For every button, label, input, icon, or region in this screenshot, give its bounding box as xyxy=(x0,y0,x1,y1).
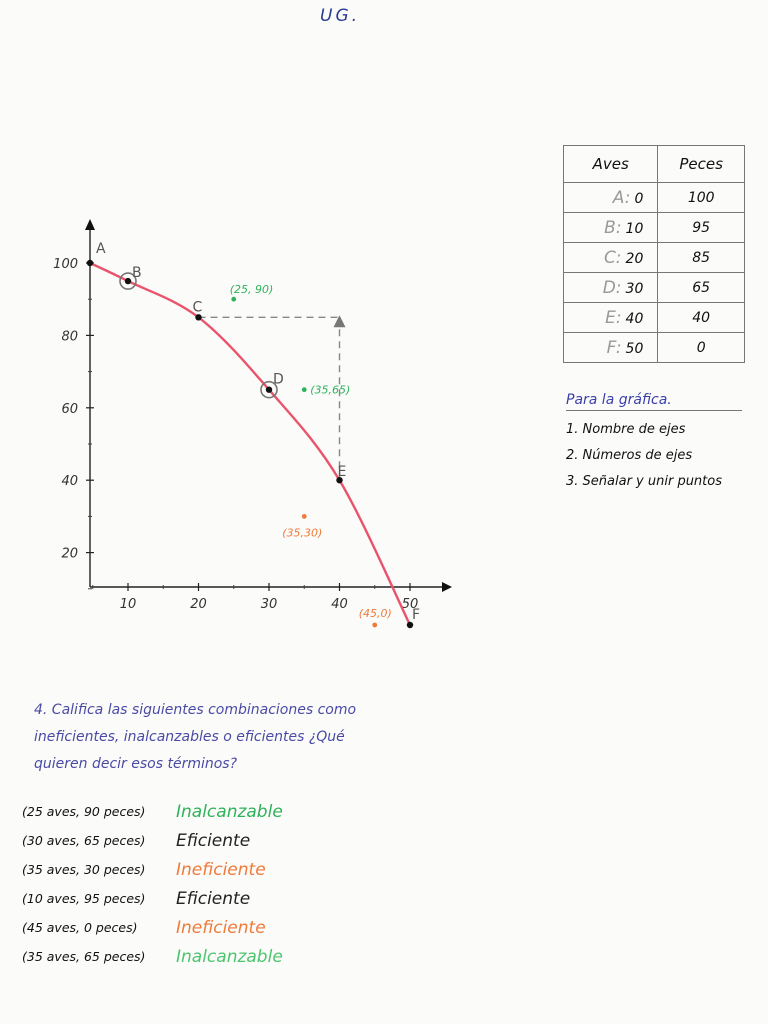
answer-classification: Inalcanzable xyxy=(176,946,283,967)
row-letter: E: xyxy=(605,307,622,328)
answer-classification: Ineficiente xyxy=(176,917,266,938)
note-item: 3. Señalar y unir puntos xyxy=(566,474,722,489)
annotation-label: (45,0) xyxy=(358,607,392,620)
y-tick-label: 80 xyxy=(61,329,78,345)
data-point xyxy=(125,278,131,284)
x-tick-label: 40 xyxy=(331,597,348,612)
cell-peces: 85 xyxy=(658,243,745,273)
answer-row xyxy=(22,913,342,942)
points-layer xyxy=(87,260,413,628)
point-label: E xyxy=(337,464,347,481)
column-header-aves: Aves xyxy=(564,146,658,183)
note-item: 2. Números de ejes xyxy=(566,448,693,463)
row-letter: F: xyxy=(606,337,622,358)
question-text: 4. Califica las siguientes combinaciones como ineficientes, inalcanzables o eficientes ¿Qué quieren decir esos términos? xyxy=(34,702,357,772)
aves-value: 10 xyxy=(625,220,644,237)
answer-classification: Eficiente xyxy=(176,888,251,909)
answer-combination: (10 aves, 95 peces) xyxy=(22,891,146,906)
table-body xyxy=(564,183,745,363)
annotation-dot xyxy=(372,623,377,628)
annotation-dot xyxy=(302,514,307,519)
row-letter: C: xyxy=(603,247,622,268)
column-header-peces: Peces xyxy=(658,146,745,183)
answer-classification: Inalcanzable xyxy=(176,801,283,822)
answer-row xyxy=(22,884,342,913)
cell-peces: 95 xyxy=(658,213,745,243)
cell-peces: 65 xyxy=(658,273,745,303)
data-point xyxy=(87,260,93,266)
note-item: 1. Nombre de ejes xyxy=(566,422,686,437)
x-tick-label: 20 xyxy=(190,597,207,612)
aves-value: 0 xyxy=(634,190,644,207)
point-label: A xyxy=(96,241,106,257)
answer-row xyxy=(22,855,342,884)
answer-combination: (35 aves, 65 peces) xyxy=(22,949,146,964)
aves-value: 20 xyxy=(625,250,644,267)
point-label: B xyxy=(132,265,142,282)
answer-row xyxy=(22,826,342,855)
table-row xyxy=(564,333,745,363)
row-letter: A: xyxy=(612,187,631,208)
point-label: D xyxy=(273,371,284,388)
cell-aves xyxy=(564,303,658,333)
y-tick-label: 40 xyxy=(61,474,78,490)
annotation-label: (35,30) xyxy=(282,526,323,540)
point-label: C xyxy=(192,299,203,316)
table-row xyxy=(564,243,745,273)
cell-aves xyxy=(564,333,658,363)
answer-combination: (30 aves, 65 peces) xyxy=(22,833,146,848)
y-axis-arrow-icon xyxy=(85,219,95,230)
cell-aves xyxy=(564,273,658,303)
table-row xyxy=(564,183,745,213)
answer-combination: (25 aves, 90 peces) xyxy=(22,804,146,819)
cell-peces: 40 xyxy=(658,303,745,333)
x-axis-arrow-icon xyxy=(442,582,452,592)
annotation-dot xyxy=(302,387,307,392)
annotation-label: (25, 90) xyxy=(229,283,274,297)
cell-aves xyxy=(564,213,658,243)
answer-classification: Ineficiente xyxy=(176,859,266,880)
cell-aves xyxy=(564,183,658,213)
header-initials: UG. xyxy=(320,6,361,26)
answer-combination: (45 aves, 0 peces) xyxy=(22,920,138,935)
answer-row xyxy=(22,942,342,971)
chart-notes xyxy=(566,392,746,489)
data-point xyxy=(266,387,272,393)
y-tick-label: 100 xyxy=(53,257,78,272)
row-letter: B: xyxy=(604,217,622,238)
x-tick-label: 10 xyxy=(119,597,137,612)
table-row xyxy=(564,273,745,303)
cell-aves xyxy=(564,243,658,273)
cell-peces: 0 xyxy=(658,333,745,363)
row-letter: D: xyxy=(602,277,622,298)
aves-value: 50 xyxy=(625,340,644,357)
table-header-row xyxy=(564,146,745,183)
x-tick-label: 50 xyxy=(401,597,419,612)
labels-layer xyxy=(96,241,420,623)
y-tick-label: 60 xyxy=(61,401,78,417)
answer-classification: Eficiente xyxy=(176,830,251,851)
table-row xyxy=(564,213,745,243)
cell-peces: 100 xyxy=(658,183,745,213)
point-label: F xyxy=(412,607,421,623)
annotation-label: (35,65) xyxy=(310,383,351,397)
annotation-dot xyxy=(231,297,236,302)
aves-value: 30 xyxy=(625,280,644,297)
answer-row xyxy=(22,797,342,826)
data-table xyxy=(563,145,745,363)
notes-title: Para la gráfica. xyxy=(566,392,742,411)
aves-value: 40 xyxy=(625,310,644,327)
y-tick-label: 20 xyxy=(61,546,78,562)
table-row xyxy=(564,303,745,333)
answer-combination: (35 aves, 30 peces) xyxy=(22,862,146,877)
x-tick-label: 30 xyxy=(260,597,278,612)
answers-list xyxy=(22,797,342,971)
chart-axes xyxy=(53,219,452,612)
